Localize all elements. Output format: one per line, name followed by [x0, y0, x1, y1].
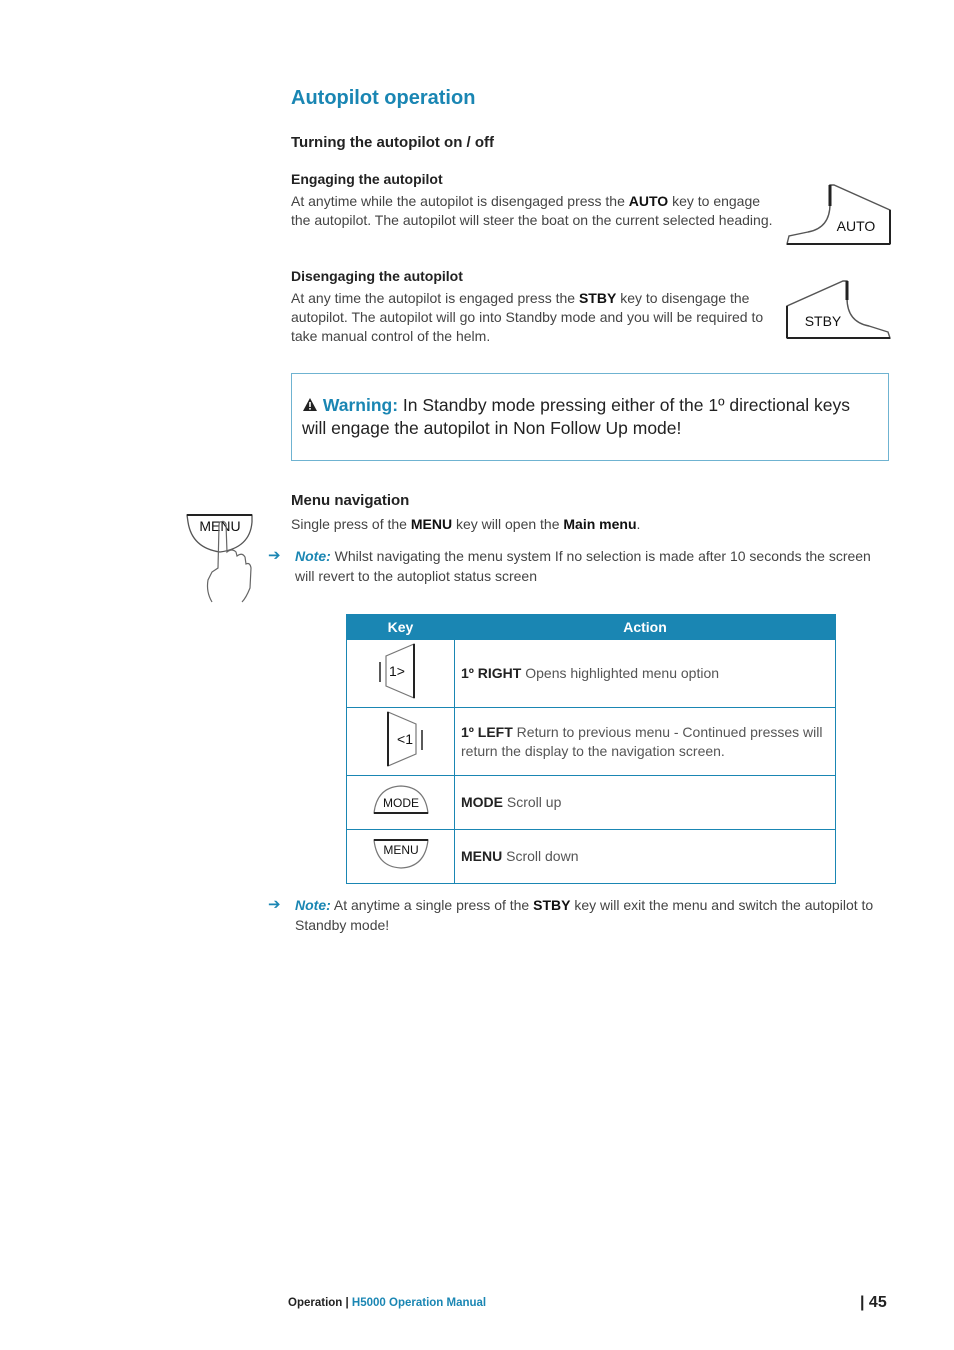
- menu-nav-heading: Menu navigation: [291, 492, 410, 509]
- right-action-cell: 1º RIGHT Opens highlighted menu option: [455, 640, 836, 708]
- table-header-row: [347, 615, 836, 640]
- engage-paragraph: At anytime while the autopilot is disengaged press the AUTO key to engage the autopilot. The autopilot will steer the boat on the current selected heading.: [291, 193, 773, 228]
- left-key-label: <1: [396, 731, 413, 747]
- note-1: Note: Whilst navigating the menu system If no selection is made after 10 seconds the screen will revert to the autopliot status screen: [295, 548, 871, 584]
- menu-key-label: MENU: [382, 843, 419, 857]
- warning-label: Warning:: [322, 395, 399, 415]
- key-action-table: [346, 614, 836, 884]
- auto-key-icon: [784, 182, 894, 248]
- mode-key-label: MODE: [382, 796, 419, 810]
- mode-key-cell: [347, 776, 455, 830]
- page-number: | 45: [860, 1294, 887, 1311]
- engage-heading: Engaging the autopilot: [291, 171, 443, 187]
- menu-key-press-icon: [184, 512, 256, 604]
- table-row: [347, 640, 836, 708]
- auto-key-label: AUTO: [836, 218, 876, 234]
- warning-icon: [302, 397, 318, 412]
- right-key-label: 1>: [388, 663, 405, 679]
- left-arrow-key-icon: [376, 710, 426, 768]
- left-key-cell: [347, 708, 455, 776]
- note-2: Note: At anytime a single press of the STBY key will exit the menu and switch the autopilot to Standby mode!: [295, 897, 874, 933]
- menu-action-cell: MENU Scroll down: [455, 830, 836, 884]
- table-row: [347, 830, 836, 884]
- menu-key-cell: [347, 830, 455, 884]
- menu-key-icon: [371, 837, 431, 871]
- mode-key-icon: [371, 783, 431, 817]
- stby-key-icon: [784, 278, 894, 342]
- column-header-key: Key: [347, 615, 455, 640]
- table-row: [347, 776, 836, 830]
- right-key-cell: [347, 640, 455, 708]
- note-arrow-icon: ➔: [268, 547, 281, 564]
- disengage-paragraph: At any time the autopilot is engaged press the STBY key to disengage the autopilot. The autopilot will go into Standby mode and you will be required to take manual control of the helm.: [291, 290, 764, 344]
- menu-nav-paragraph: Single press of the MENU key will open the Main menu.: [291, 516, 641, 532]
- stby-key-label: STBY: [804, 313, 842, 329]
- left-action-cell: 1º LEFT Return to previous menu - Continued presses will return the display to the navigation screen.: [455, 708, 836, 776]
- table-row: [347, 708, 836, 776]
- note-arrow-icon: ➔: [268, 896, 281, 913]
- disengage-heading: Disengaging the autopilot: [291, 268, 463, 284]
- footer: Operation | H5000 Operation Manual: [288, 1297, 487, 1309]
- page-title: Autopilot operation: [291, 87, 476, 109]
- mode-action-cell: MODE Scroll up: [455, 776, 836, 830]
- column-header-action: Action: [455, 615, 836, 640]
- warning-text: In Standby mode pressing either of the 1º directional keys will engage the autopilot in Non Follow Up mode!: [302, 395, 850, 438]
- section-heading: Turning the autopilot on / off: [291, 134, 495, 151]
- menu-key-label: MENU: [199, 518, 241, 534]
- right-arrow-key-icon: [376, 642, 426, 700]
- warning-box: [291, 373, 889, 461]
